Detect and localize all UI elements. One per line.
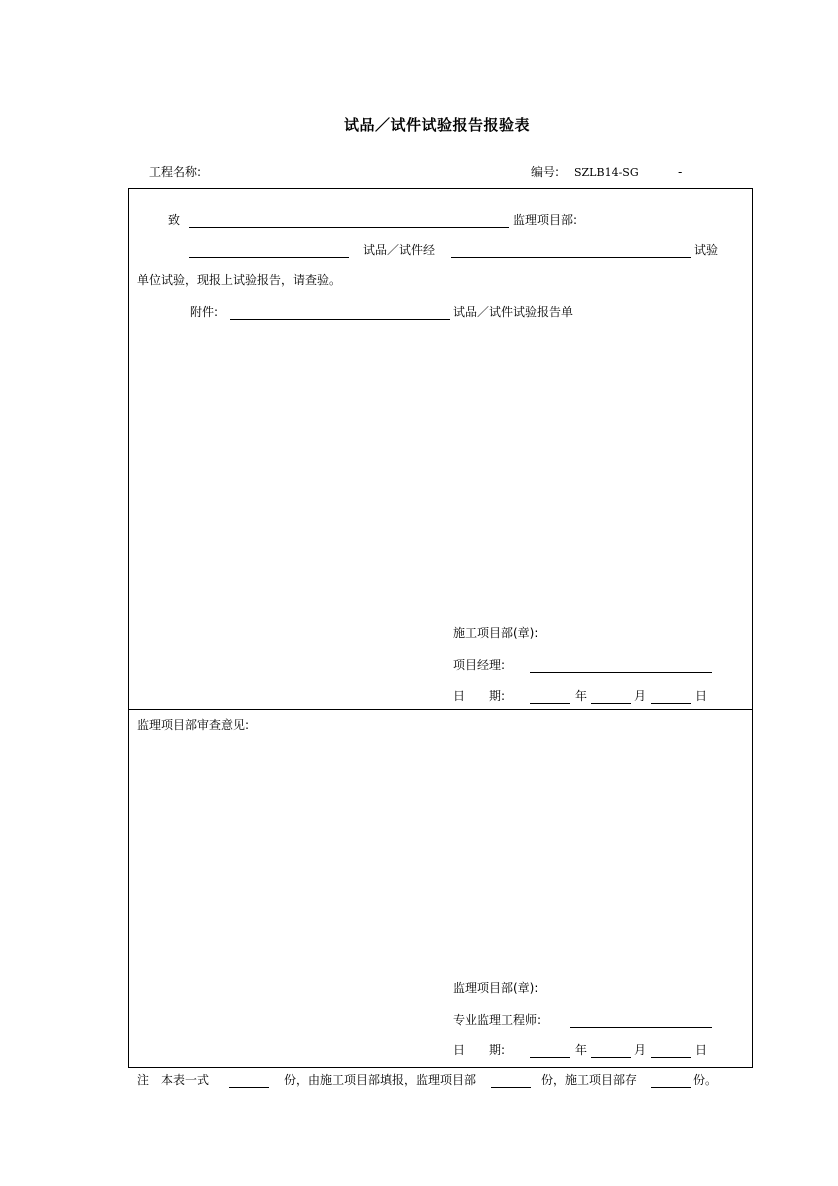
copies-construction-field[interactable] (651, 1087, 691, 1088)
review-opinion-label: 监理项目部审查意见: (137, 718, 250, 732)
attachment-field[interactable] (230, 319, 450, 320)
month-label: 月 (634, 689, 647, 703)
construction-dept-seal: 施工项目部(章): (453, 626, 539, 640)
year-label: 年 (575, 689, 588, 703)
unit-test-text: 单位试验，现报上试验报告，请查验。 (137, 273, 342, 287)
copies-supervision-field[interactable] (491, 1087, 531, 1088)
code-suffix: - (678, 165, 683, 179)
attachment-label: 附件: (190, 305, 219, 319)
engineer-field[interactable] (570, 1027, 712, 1028)
supervision-dept-seal: 监理项目部(章): (453, 981, 539, 995)
note-text-4: 份。 (693, 1073, 718, 1087)
form-box (128, 188, 753, 1068)
to-label: 致 (168, 213, 181, 227)
note-text-3: 份，施工项目部存 (541, 1073, 638, 1087)
review-year-label: 年 (575, 1043, 588, 1057)
review-day-field[interactable] (651, 1057, 691, 1058)
code-label: 编号: (531, 165, 560, 179)
attachment-suffix: 试品／试件试验报告单 (453, 305, 574, 319)
supervision-dept-suffix: 监理项目部: (513, 213, 578, 227)
note-label: 注 (137, 1073, 150, 1087)
engineer-label: 专业监理工程师: (453, 1013, 542, 1027)
test-label: 试验 (694, 243, 719, 257)
code-value: SZLB14-SG (574, 166, 639, 179)
date-label-qi: 期: (489, 689, 506, 703)
section-divider (128, 709, 753, 710)
project-manager-field[interactable] (530, 672, 712, 673)
review-day-label: 日 (695, 1043, 708, 1057)
day-label: 日 (695, 689, 708, 703)
month-field[interactable] (591, 703, 631, 704)
review-month-label: 月 (634, 1043, 647, 1057)
project-manager-label: 项目经理: (453, 658, 506, 672)
review-year-field[interactable] (530, 1057, 570, 1058)
note-text-1: 本表一式 (161, 1073, 210, 1087)
day-field[interactable] (651, 703, 691, 704)
review-date-label-qi: 期: (489, 1043, 506, 1057)
test-unit-field[interactable] (451, 257, 691, 258)
project-name-label: 工程名称: (149, 165, 202, 179)
date-label-ri: 日 (453, 689, 466, 703)
copies-total-field[interactable] (229, 1087, 269, 1088)
year-field[interactable] (530, 703, 570, 704)
to-recipient-field[interactable] (189, 227, 509, 228)
sample-name-field[interactable] (189, 257, 349, 258)
form-title: 试品／试件试验报告报验表 (344, 116, 531, 134)
sample-passed-text: 试品／试件经 (363, 243, 436, 257)
review-date-label-ri: 日 (453, 1043, 466, 1057)
note-text-2: 份，由施工项目部填报，监理项目部 (284, 1073, 477, 1087)
review-month-field[interactable] (591, 1057, 631, 1058)
